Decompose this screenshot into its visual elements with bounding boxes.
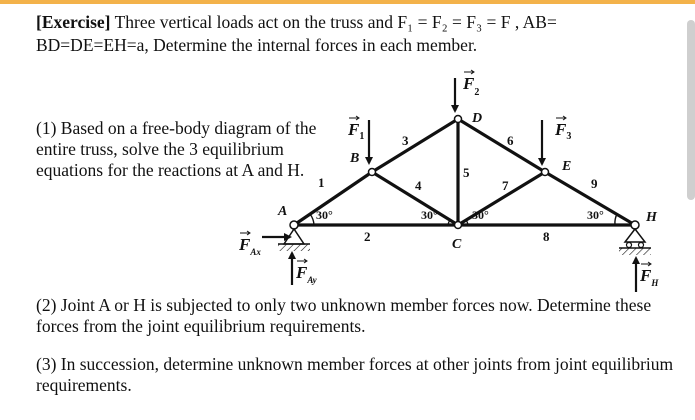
angle-arc-h: [615, 214, 617, 225]
label-member-7: 7: [502, 178, 509, 193]
joint-b-pin: [369, 169, 376, 176]
vector-overarrows: [240, 70, 651, 266]
label-fax: $F_{Ax}$: [239, 235, 261, 257]
label-fh: $F_H$: [640, 266, 659, 288]
label-angle-a: 30°: [316, 208, 333, 222]
step-3-text: (3) In succession, determine unknown member forces at other joints from joint equilibrium requirements.: [36, 354, 674, 395]
label-member-3: 3: [402, 133, 409, 148]
label-member-1: 1: [318, 175, 325, 190]
label-fay: $F_{Ay}$: [296, 263, 317, 285]
label-f2: $F_2$: [463, 74, 480, 98]
label-member-9: 9: [591, 176, 598, 191]
label-angle-c-left: 30°: [421, 208, 438, 222]
support-a: [278, 229, 310, 251]
label-joint-a: A: [278, 204, 288, 219]
label-member-5: 5: [463, 165, 470, 180]
label-f3: $F_3$: [555, 120, 572, 142]
label-joint-e: E: [562, 159, 572, 174]
label-member-4: 4: [415, 178, 422, 193]
joint-c-pin: [455, 222, 462, 229]
label-joint-h: H: [646, 210, 657, 225]
joint-d-pin: [455, 116, 462, 123]
step-2-text: (2) Joint A or H is subjected to only two unknown member forces now. Determine these forces from the joint equilibrium requirements.: [36, 295, 652, 336]
label-joint-c: C: [452, 237, 462, 252]
label-member-8: 8: [543, 229, 550, 244]
label-f1: $F_1$: [348, 120, 365, 142]
member-1-line: [294, 172, 372, 225]
exercise-statement-line2: BD=DE=EH=a, Determine the internal forces in each member.: [36, 35, 478, 55]
joint-labels: [277, 111, 658, 252]
reaction-arrows: [262, 237, 636, 292]
member-6-line: [458, 119, 545, 172]
angle-arc-a: [310, 214, 314, 225]
joint-e-pin: [542, 169, 549, 176]
label-angle-h: 30°: [587, 208, 604, 222]
label-joint-d: D: [472, 111, 483, 126]
exercise-statement-text: Three vertical loads act on the truss and F₁ = F₂ = F₃ = F , AB=: [110, 12, 557, 32]
member-3-line: [372, 119, 458, 172]
label-joint-b: B: [350, 151, 360, 166]
label-member-6: 6: [507, 133, 514, 148]
step-1-text: (1) Based on a free-body diagram of the entire truss, solve the 3 equilibrium equations for the reactions at A and H.: [36, 118, 317, 180]
label-angle-c-right: 30°: [472, 208, 489, 222]
support-h: [619, 229, 651, 255]
exercise-label: [Exercise]: [36, 12, 111, 32]
angle-labels: [316, 208, 604, 222]
label-member-2: 2: [364, 229, 371, 244]
